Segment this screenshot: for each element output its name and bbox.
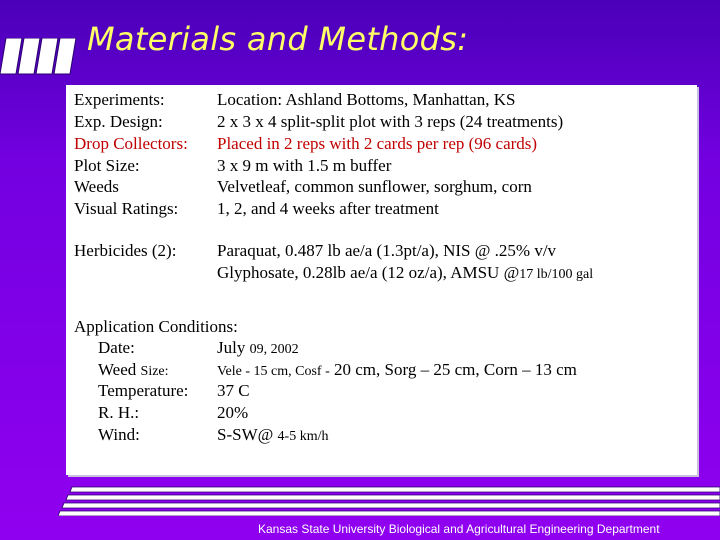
row-value-highlight: Placed in 2 reps with 2 cards per rep (96 cards) <box>217 134 538 153</box>
content-panel <box>66 85 697 475</box>
weed-size-value <box>217 359 577 383</box>
row-value: 3 x 9 m with 1.5 m buffer <box>217 156 392 175</box>
row-label-highlight: Drop Collectors: <box>74 134 188 153</box>
row-label: Exp. Design: <box>74 112 163 131</box>
date-label: Date: <box>98 338 135 357</box>
row-value: 2 x 3 x 4 split-split plot with 3 reps (24 treatments) <box>217 112 564 131</box>
temperature-value: 37 C <box>217 381 250 400</box>
date-value <box>217 337 299 361</box>
weed-size-vele-cosf: Vele - 15 cm, Cosf - <box>217 364 330 379</box>
glyphosate-rate: 17 lb/100 gal <box>519 267 594 282</box>
herbicides-label: Herbicides (2): <box>74 241 177 260</box>
glyphosate-text: Glyphosate, 0.28lb ae/a (12 oz/a), AMSU @ <box>217 263 520 282</box>
row-value: Location: Ashland Bottoms, Manhattan, KS <box>217 90 516 109</box>
slide-title: Materials and Methods: <box>87 20 469 58</box>
wind-direction: S-SW@ <box>217 425 274 444</box>
row-label: Visual Ratings: <box>74 199 179 218</box>
wind-speed: 4-5 km/h <box>277 429 329 444</box>
date-month: July <box>217 338 246 357</box>
herbicide-paraquat: Paraquat, 0.487 lb ae/a (1.3pt/a), NIS @ .25% v/v <box>217 241 557 260</box>
decorative-lines-bottom <box>58 486 720 516</box>
wind-value <box>217 424 328 448</box>
decorative-bars-left <box>0 38 80 78</box>
row-label: Experiments: <box>74 90 165 109</box>
footer-text: Kansas State University Biological and Agricultural Engineering Department <box>258 522 660 536</box>
rh-label: R. H.: <box>98 403 140 422</box>
herbicide-glyphosate <box>217 262 593 286</box>
wind-label: Wind: <box>98 425 140 444</box>
rh-value: 20% <box>217 403 249 422</box>
row-label: Weeds <box>74 177 119 196</box>
row-label: Plot Size: <box>74 156 140 175</box>
temperature-label: Temperature: <box>98 381 189 400</box>
row-value: Velvetleaf, common sunflower, sorghum, corn <box>217 177 532 196</box>
row-value: 1, 2, and 4 weeks after treatment <box>217 199 439 218</box>
weed-label-size: Size: <box>140 364 169 379</box>
weed-size-sorg-corn: 20 cm, Sorg – 25 cm, Corn – 13 cm <box>334 360 577 379</box>
weed-label-text: Weed <box>98 360 137 379</box>
date-day-year: 09, 2002 <box>249 342 299 357</box>
conditions-heading: Application Conditions: <box>74 317 238 336</box>
